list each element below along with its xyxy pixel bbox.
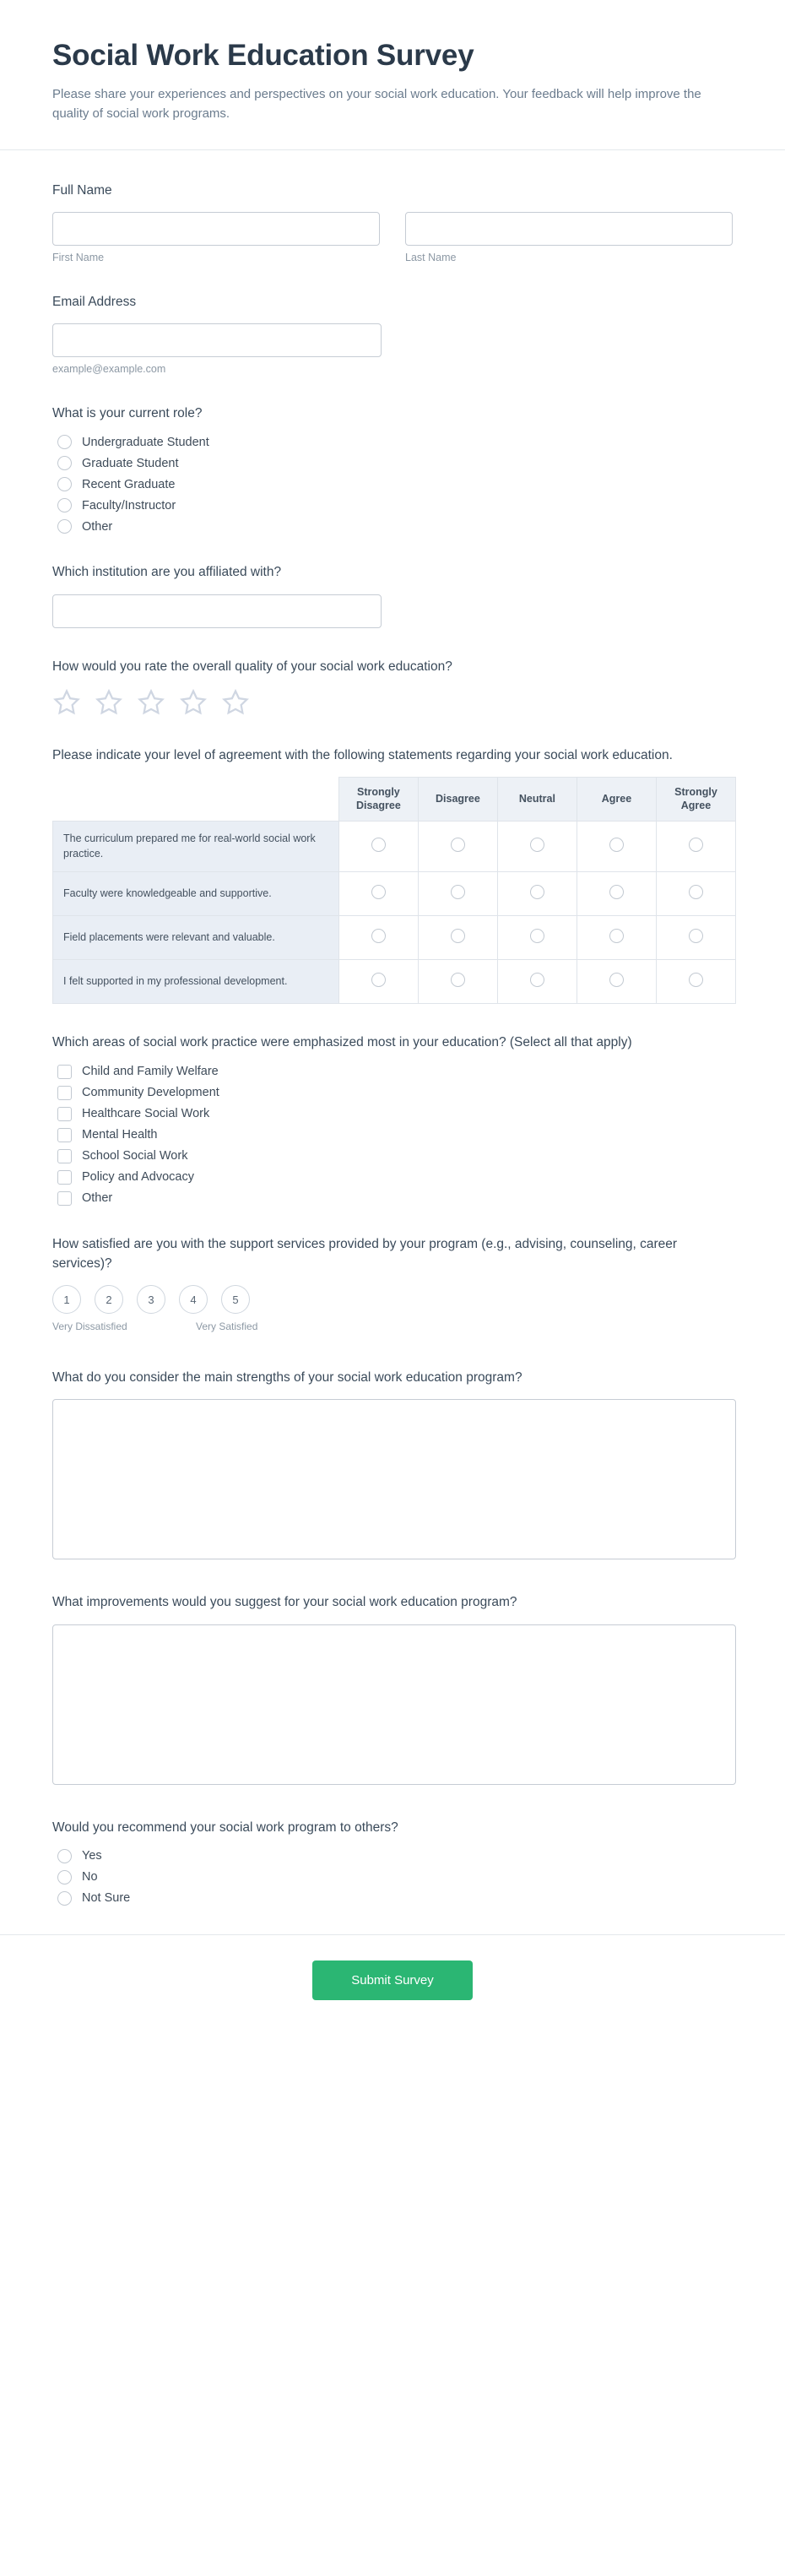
recommend-option-label: Yes [82,1849,102,1863]
first-name-input[interactable] [52,212,380,246]
radio-icon[interactable] [530,885,544,899]
scale-legend [52,1321,733,1332]
area-option-label: Child and Family Welfare [82,1065,219,1078]
role-label: What is your current role? [52,406,203,420]
role-option-label: Faculty/Instructor [82,498,176,512]
radio-icon[interactable] [609,973,624,987]
recommend-option-not-sure[interactable] [57,1891,733,1906]
satisfaction-scale [52,1285,733,1314]
full-name-label: Full Name [52,182,112,198]
matrix-row-label-support: I felt supported in my professional development. [53,960,339,1004]
radio-icon[interactable] [530,929,544,943]
form-footer [0,1934,785,2039]
star-icon-5[interactable] [221,688,250,717]
rating-label: How would you rate the overall quality of your social work education? [52,659,452,674]
matrix-cell-r4c5[interactable] [656,960,735,1004]
matrix-cell-r3c1[interactable] [338,916,418,960]
area-option-label: Policy and Advocacy [82,1170,194,1184]
institution-label: Which institution are you affiliated with? [52,565,282,580]
recommend-option-no[interactable] [57,1870,733,1885]
radio-icon[interactable] [609,885,624,899]
radio-icon[interactable] [371,885,386,899]
radio-icon[interactable] [689,885,703,899]
radio-icon[interactable] [530,838,544,852]
form-description: Please share your experiences and perspectives on your social work education. Your feedback will help improve the quality of social work programs. [52,87,701,122]
practice-areas-label: Which areas of social work practice were emphasized most in your education? (Select all that apply) [52,1035,632,1050]
submit-survey-button[interactable]: Submit Survey [312,1960,473,2000]
agreement-matrix-table [52,777,736,1004]
radio-icon[interactable] [57,498,72,512]
checkbox-icon[interactable] [57,1065,72,1079]
radio-icon[interactable] [451,838,465,852]
institution-input[interactable] [52,594,382,628]
scale-option-1[interactable]: 1 [52,1285,81,1314]
matrix-col-strongly-disagree: Strongly Disagree [338,778,418,822]
satisfaction-label: How satisfied are you with the support services provided by your program (e.g., advising, counseling, career services)? [52,1236,678,1271]
strengths-textarea[interactable] [52,1399,736,1559]
matrix-col-agree: Agree [577,778,656,822]
matrix-cell-r4c3[interactable] [497,960,577,1004]
scale-option-3[interactable]: 3 [137,1285,165,1314]
table-row [53,916,736,960]
recommend-option-label: Not Sure [82,1891,131,1906]
radio-icon[interactable] [371,929,386,943]
radio-icon[interactable] [57,477,72,491]
matrix-cell-r3c3[interactable] [497,916,577,960]
role-option-graduate[interactable] [57,456,733,470]
radio-icon[interactable] [689,973,703,987]
recommend-option-yes[interactable] [57,1849,733,1863]
area-option-community-development[interactable] [57,1086,733,1100]
first-name-sublabel: First Name [52,251,105,263]
role-option-faculty[interactable] [57,498,733,512]
practice-areas-options [52,1065,733,1206]
radio-icon[interactable] [57,435,72,449]
star-rating[interactable] [52,688,733,717]
star-icon-3[interactable] [137,688,165,717]
area-option-school-social-work[interactable] [57,1149,733,1163]
role-option-label: Graduate Student [82,456,179,470]
recommend-label: Would you recommend your social work program to others? [52,1819,398,1835]
matrix-cell-r1c2[interactable] [418,822,497,872]
table-row [53,960,736,1004]
radio-icon[interactable] [530,973,544,987]
matrix-cell-r1c5[interactable] [656,822,735,872]
radio-icon[interactable] [57,1891,72,1906]
matrix-row-label-field-placements: Field placements were relevant and valuable. [53,916,339,960]
scale-option-2[interactable]: 2 [95,1285,123,1314]
matrix-cell-r1c4[interactable] [577,822,656,872]
radio-icon[interactable] [57,1849,72,1863]
area-option-label: Community Development [82,1086,219,1099]
question-recommend [52,1818,733,1906]
radio-icon[interactable] [57,1870,72,1885]
full-name-inputs [52,212,733,263]
recommend-options [52,1849,733,1906]
radio-icon[interactable] [689,929,703,943]
radio-icon[interactable] [609,929,624,943]
role-option-recent-graduate[interactable] [57,477,733,491]
question-satisfaction-scale [52,1234,733,1333]
checkbox-icon[interactable] [57,1107,72,1121]
matrix-corner [53,778,339,822]
question-practice-areas [52,1033,733,1205]
area-option-label: Mental Health [82,1128,158,1142]
scale-max-label: Very Satisfied [196,1321,258,1332]
area-option-policy-advocacy[interactable] [57,1170,733,1185]
radio-icon[interactable] [451,973,465,987]
matrix-row-label-faculty: Faculty were knowledgeable and supportive. [53,872,339,916]
role-options [52,435,733,534]
matrix-cell-r2c2[interactable] [418,872,497,916]
matrix-cell-r2c5[interactable] [656,872,735,916]
page-title: Social Work Education Survey [52,39,474,72]
radio-icon[interactable] [451,885,465,899]
matrix-cell-r3c4[interactable] [577,916,656,960]
scale-min-label: Very Dissatisfied [52,1321,127,1332]
matrix-cell-r2c1[interactable] [338,872,418,916]
question-overall-rating [52,657,733,717]
scale-option-4[interactable]: 4 [179,1285,208,1314]
radio-icon[interactable] [371,838,386,852]
scale-option-5[interactable]: 5 [221,1285,250,1314]
last-name-group [405,212,733,263]
table-row [53,872,736,916]
radio-icon[interactable] [57,456,72,470]
matrix-header-row [53,778,736,822]
star-icon-1[interactable] [52,688,81,717]
matrix-col-disagree: Disagree [418,778,497,822]
email-label: Email Address [52,294,137,309]
radio-icon[interactable] [371,973,386,987]
area-option-label: Healthcare Social Work [82,1107,210,1120]
area-option-child-family-welfare[interactable] [57,1065,733,1079]
role-option-undergraduate[interactable] [57,435,733,449]
question-improvements [52,1592,733,1788]
matrix-cell-r4c2[interactable] [418,960,497,1004]
radio-icon[interactable] [609,838,624,852]
improvements-label: What improvements would you suggest for your social work education program? [52,1595,517,1610]
question-role [52,404,733,534]
matrix-cell-r1c1[interactable] [338,822,418,872]
matrix-col-neutral: Neutral [497,778,577,822]
role-option-label: Other [82,519,113,534]
matrix-cell-r2c3[interactable] [497,872,577,916]
question-full-name [52,181,733,263]
checkbox-icon[interactable] [57,1191,72,1206]
question-institution [52,562,733,627]
area-option-healthcare-social-work[interactable] [57,1107,733,1121]
last-name-input[interactable] [405,212,733,246]
matrix-cell-r1c3[interactable] [497,822,577,872]
checkbox-icon[interactable] [57,1149,72,1163]
checkbox-icon[interactable] [57,1128,72,1142]
matrix-row-label-curriculum: The curriculum prepared me for real-world social work practice. [53,822,339,872]
improvements-textarea[interactable] [52,1624,736,1785]
role-option-label: Recent Graduate [82,477,176,491]
area-option-other[interactable] [57,1191,733,1206]
matrix-cell-r4c4[interactable] [577,960,656,1004]
first-name-group [52,212,380,263]
table-row [53,822,736,872]
checkbox-icon[interactable] [57,1170,72,1185]
area-option-label: School Social Work [82,1149,188,1163]
star-icon-2[interactable] [95,688,123,717]
role-option-label: Undergraduate Student [82,435,209,449]
area-option-mental-health[interactable] [57,1128,733,1142]
role-option-other[interactable] [57,519,733,534]
radio-icon[interactable] [57,519,72,534]
question-email [52,292,733,375]
last-name-sublabel: Last Name [405,251,457,263]
radio-icon[interactable] [689,838,703,852]
matrix-cell-r2c4[interactable] [577,872,656,916]
form-body [0,150,785,1906]
form-header [0,0,785,150]
area-option-label: Other [82,1191,113,1205]
strengths-label: What do you consider the main strengths of your social work education program? [52,1370,522,1385]
radio-icon[interactable] [451,929,465,943]
star-icon-4[interactable] [179,688,208,717]
checkbox-icon[interactable] [57,1086,72,1100]
email-field[interactable] [52,323,382,357]
matrix-cell-r3c2[interactable] [418,916,497,960]
email-sublabel: example@example.com [52,363,166,375]
matrix-col-strongly-agree: Strongly Agree [656,778,735,822]
matrix-cell-r4c1[interactable] [338,960,418,1004]
matrix-label: Please indicate your level of agreement with the following statements regarding your social work education. [52,747,673,762]
question-agreement-matrix [52,746,733,1005]
matrix-cell-r3c5[interactable] [656,916,735,960]
recommend-option-label: No [82,1870,98,1885]
question-strengths [52,1368,733,1564]
